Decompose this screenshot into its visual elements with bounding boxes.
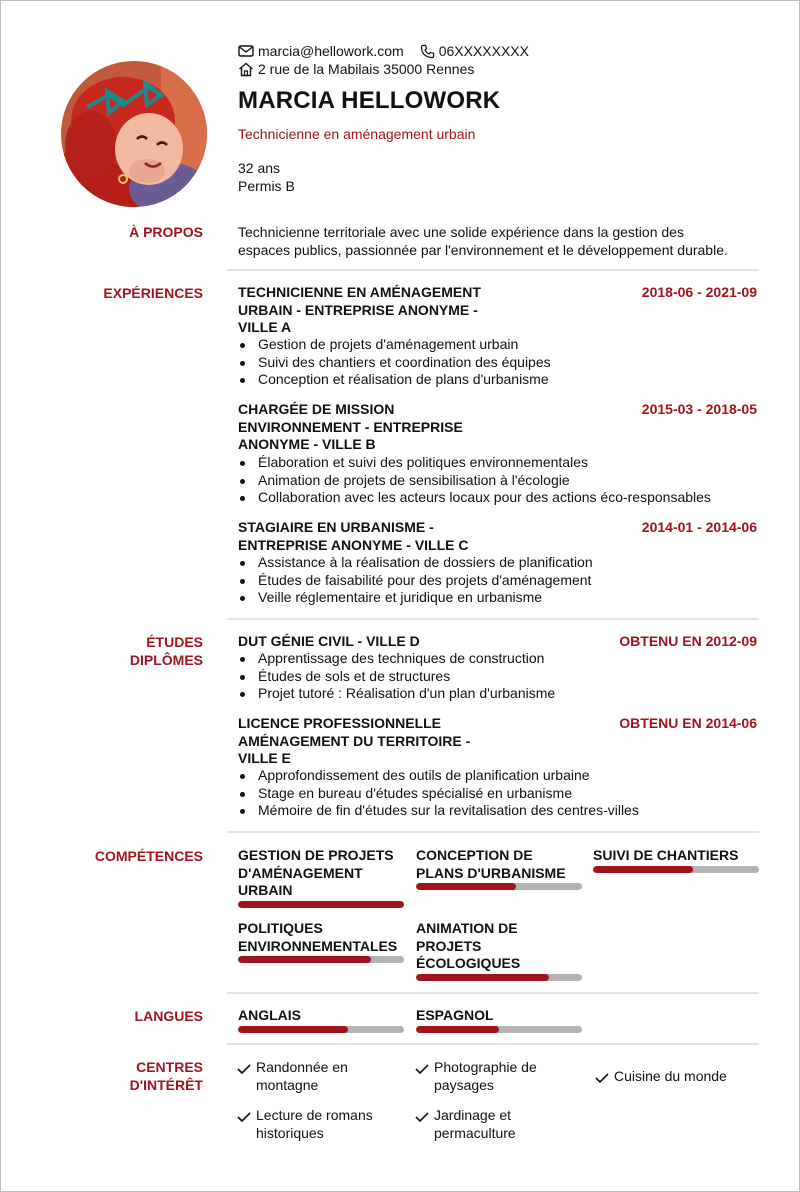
phone-icon [420, 44, 435, 59]
language-level-fill [416, 1026, 499, 1033]
candidate-name: MARCIA HELLOWORK [238, 87, 501, 114]
list-item: Études de sols et de structures [238, 668, 763, 686]
section-interests-label [130, 1058, 203, 1094]
list-item: Études de faisabilité pour des projets d'aménagement [238, 572, 763, 590]
section-divider [227, 618, 759, 620]
skill-level-bar [238, 956, 404, 963]
list-item: Animation de projets de sensibilisation à l'écologie [238, 472, 763, 490]
driving-license: Permis B [238, 178, 295, 194]
interest-item [415, 1106, 516, 1142]
skill-level-bar [238, 901, 404, 908]
language-level-bar [238, 1026, 404, 1033]
interest-item [595, 1067, 727, 1085]
title-line: VILLE E [238, 750, 291, 766]
interest-label: Jardinage et permaculture [434, 1107, 516, 1141]
education-2-title [238, 715, 498, 768]
skill-item [416, 847, 582, 890]
list-item: Conception et réalisation de plans d'urbanisme [238, 371, 763, 389]
language-item [416, 1007, 582, 1033]
education-1-details [238, 650, 763, 703]
about-text [238, 223, 763, 259]
title-line: ANONYME - VILLE B [238, 436, 376, 452]
experience-3-title [238, 519, 498, 554]
mail-icon [238, 44, 254, 58]
title-line: DUT GÉNIE CIVIL - VILLE D [238, 633, 420, 649]
education-1-title [238, 633, 498, 651]
contact-block [238, 42, 545, 78]
list-item: Veille réglementaire et juridique en urbanisme [238, 589, 763, 607]
interest-label: Photographie de paysages [434, 1059, 537, 1093]
experience-2-title [238, 401, 498, 454]
section-about-label: À PROPOS [129, 224, 203, 240]
section-divider [227, 992, 759, 994]
education-1-date: OBTENU EN 2012-09 [619, 633, 757, 649]
phone-text: 06XXXXXXXX [438, 43, 529, 59]
title-line: TECHNICIENNE EN AMÉNAGEMENT [238, 284, 481, 300]
section-education-label [130, 633, 203, 669]
experience-2-tasks [238, 454, 763, 507]
check-icon [415, 1063, 429, 1075]
age: 32 ans [238, 160, 281, 176]
section-divider [227, 831, 759, 833]
title-line: ENTREPRISE ANONYME - VILLE C [238, 536, 469, 553]
list-item: Projet tutoré : Réalisation d'un plan d'urbanisme [238, 685, 763, 703]
section-divider [227, 1043, 759, 1045]
interest-item [237, 1106, 373, 1142]
check-icon [237, 1111, 251, 1123]
language-level-fill [238, 1026, 348, 1033]
list-item: Mémoire de fin d'études sur la revitalisation des centres-villes [238, 802, 763, 820]
section-languages-label: LANGUES [134, 1008, 203, 1024]
skill-level-bar [416, 974, 582, 981]
title-line: URBAIN - ENTREPRISE ANONYME - [238, 301, 478, 318]
label-line: ÉTUDES [146, 634, 203, 650]
skill-item [416, 920, 582, 981]
skill-level-fill [238, 956, 371, 963]
language-name: ESPAGNOL [416, 1007, 494, 1023]
title-line: LICENCE PROFESSIONNELLE [238, 715, 442, 731]
skill-name: ANIMATION DE PROJETS ÉCOLOGIQUES [416, 920, 521, 971]
title-line: VILLE A [238, 319, 292, 335]
list-item: Collaboration avec les acteurs locaux pour des actions éco-responsables [238, 489, 763, 507]
list-item: Approfondissement des outils de planification urbaine [238, 767, 763, 785]
section-experience-label: EXPÉRIENCES [103, 285, 203, 301]
list-item: Élaboration et suivi des politiques environnementales [238, 454, 763, 472]
interest-label: Randonnée en montagne [256, 1059, 348, 1093]
skill-level-bar [416, 883, 582, 890]
home-icon [238, 62, 254, 77]
label-line: DIPLÔMES [129, 652, 203, 668]
list-item: Suivi des chantiers et coordination des équipes [238, 354, 763, 372]
address-contact [238, 60, 474, 78]
section-skills-label: COMPÉTENCES [94, 848, 203, 864]
education-2-date: OBTENU EN 2014-06 [619, 715, 757, 731]
avatar [61, 61, 207, 207]
skill-name: CONCEPTION DE PLANS D'URBANISME [416, 847, 566, 881]
skill-level-bar [593, 866, 759, 873]
skill-level-fill [238, 901, 404, 908]
list-item: Stage en bureau d'études spécialisé en urbanisme [238, 785, 763, 803]
experience-1-tasks [238, 336, 763, 389]
check-icon [595, 1072, 609, 1084]
skill-name: POLITIQUES ENVIRONNEMENTALES [238, 920, 398, 954]
skill-level-fill [593, 866, 693, 873]
interest-item [237, 1058, 348, 1094]
interest-label: Cuisine du monde [614, 1068, 727, 1084]
title-line: ENVIRONNEMENT - ENTREPRISE [238, 418, 463, 435]
section-divider [227, 269, 759, 271]
skill-item [238, 920, 404, 963]
personal-info [238, 159, 295, 195]
address-text: 2 rue de la Mabilais 35000 Rennes [258, 61, 475, 77]
experience-3-date: 2014-01 - 2014-06 [641, 519, 757, 535]
about-line: espaces publics, passionnée par l'environnement et le développement durable. [238, 242, 728, 258]
experience-3-tasks [238, 554, 763, 607]
skill-item [593, 847, 759, 873]
label-line: D'INTÉRÊT [129, 1077, 203, 1093]
education-2-details [238, 767, 763, 820]
skill-name: GESTION DE PROJETS D'AMÉNAGEMENT URBAIN [238, 847, 394, 898]
list-item: Assistance à la réalisation de dossiers de planification [238, 554, 763, 572]
experience-1-date: 2018-06 - 2021-09 [641, 284, 757, 300]
experience-2-date: 2015-03 - 2018-05 [641, 401, 757, 417]
list-item: Apprentissage des techniques de construction [238, 650, 763, 668]
email-text: marcia@hellowork.com [258, 43, 404, 59]
check-icon [237, 1063, 251, 1075]
title-line: STAGIAIRE EN URBANISME - [238, 519, 434, 535]
phone-contact[interactable] [420, 42, 529, 60]
language-name: ANGLAIS [238, 1007, 301, 1023]
email-contact[interactable] [238, 42, 404, 60]
interest-item [415, 1058, 537, 1094]
skill-item [238, 847, 404, 908]
interest-label: Lecture de romans historiques [256, 1107, 373, 1141]
skill-name: SUIVI DE CHANTIERS [593, 847, 739, 863]
skill-level-fill [416, 974, 549, 981]
list-item: Gestion de projets d'aménagement urbain [238, 336, 763, 354]
language-item [238, 1007, 404, 1033]
job-title: Technicienne en aménagement urbain [238, 126, 476, 142]
about-line: Technicienne territoriale avec une solide expérience dans la gestion des [238, 224, 684, 240]
language-level-bar [416, 1026, 582, 1033]
title-line: CHARGÉE DE MISSION [238, 401, 395, 417]
experience-1-title [238, 284, 498, 337]
label-line: CENTRES [136, 1059, 203, 1075]
check-icon [415, 1111, 429, 1123]
title-line: AMÉNAGEMENT DU TERRITOIRE - [238, 732, 471, 749]
skill-level-fill [416, 883, 516, 890]
